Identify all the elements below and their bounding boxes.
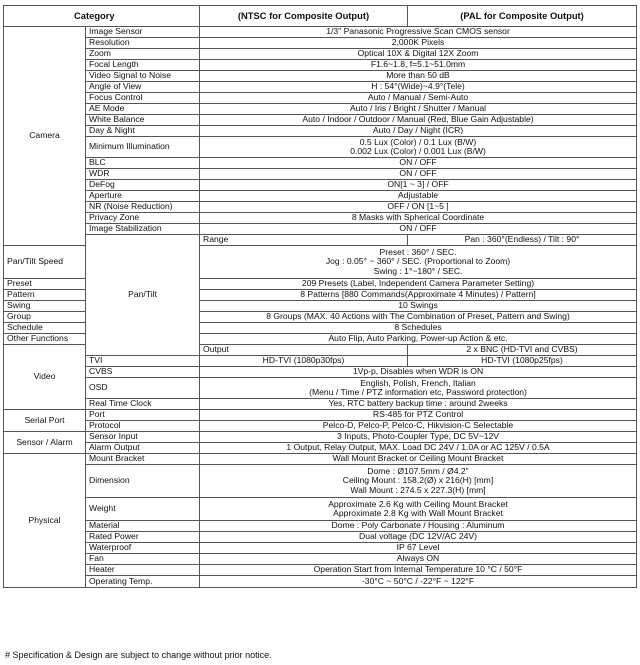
table-row xyxy=(4,82,637,93)
row-label: Operating Temp. xyxy=(86,576,200,588)
row-value: 2,000K Pixels xyxy=(200,38,637,49)
row-label: Video Signal to Noise xyxy=(86,71,200,82)
row-value-ntsc: HD-TVI (1080p30fps) xyxy=(200,356,408,367)
row-label: Angle of View xyxy=(86,82,200,93)
row-label: Protocol xyxy=(86,421,200,432)
row-value xyxy=(200,137,637,158)
table-row xyxy=(4,465,637,498)
table-row xyxy=(4,126,637,137)
value-line: Preset : 360° / SEC. xyxy=(379,246,457,257)
row-label: Preset xyxy=(4,279,86,290)
spec-table xyxy=(3,5,637,588)
table-row xyxy=(4,356,637,367)
row-value: F1.6~1.8, f=5.1~51.0mm xyxy=(200,60,637,71)
table-row xyxy=(4,432,637,443)
table-row xyxy=(4,213,637,224)
row-value xyxy=(200,465,637,498)
table-row xyxy=(4,71,637,82)
row-label: Sensor Input xyxy=(86,432,200,443)
row-label: Weight xyxy=(86,498,200,521)
table-row xyxy=(4,410,637,421)
row-label: Focal Length xyxy=(86,60,200,71)
row-value: Dual voltage (DC 12V/AC 24V) xyxy=(200,532,637,543)
row-value: 1/3" Panasonic Progressive Scan CMOS sensor xyxy=(200,27,637,38)
row-label: OSD xyxy=(86,378,200,399)
row-value: 8 Patterns [880 Commands(Approximate 4 Minutes) / Pattern] xyxy=(200,290,637,301)
row-label: Image Sensor xyxy=(86,27,200,38)
table-row xyxy=(4,93,637,104)
row-label: Output xyxy=(200,345,408,356)
value-line: Dome : Ø107.5mm / Ø4.2" xyxy=(367,465,469,476)
table-row xyxy=(4,180,637,191)
row-value: Dome : Poly Carbonate / Housing : Aluminum xyxy=(200,521,637,532)
value-line: 0.5 Lux (Color) / 0.1 Lux (B/W) xyxy=(359,136,477,147)
row-label: Alarm Output xyxy=(86,443,200,454)
table-row xyxy=(4,421,637,432)
value-line: Jog : 0.05° ~ 360° / SEC. (Proportional to Zoom) xyxy=(325,256,511,267)
table-row xyxy=(4,224,637,235)
row-label: Range xyxy=(200,235,408,246)
row-value: More than 50 dB xyxy=(200,71,637,82)
table-row xyxy=(4,532,637,543)
table-row xyxy=(4,60,637,71)
row-label: Resolution xyxy=(86,38,200,49)
table-row xyxy=(4,443,637,454)
row-label: AE Mode xyxy=(86,104,200,115)
row-label: Rated Power xyxy=(86,532,200,543)
row-value: ON / OFF xyxy=(200,158,637,169)
row-value: 10 Swings xyxy=(200,301,637,312)
row-value-pal: HD-TVI (1080p25fps) xyxy=(408,356,637,367)
row-value: -30°C ~ 50°C / -22°F ~ 122°F xyxy=(200,576,637,588)
table-row xyxy=(4,454,637,465)
row-value: Optical 10X & Digital 12X Zoom xyxy=(200,49,637,60)
table-row xyxy=(4,399,637,410)
row-label: Waterproof xyxy=(86,543,200,554)
row-value: Pelco-D, Pelco-P, Pelco-C, Hikvision-C Selectable xyxy=(200,421,637,432)
row-value: 8 Groups (MAX. 40 Actions with The Combination of Preset, Pattern and Swing) xyxy=(200,312,637,323)
table-row xyxy=(4,498,637,521)
table-row xyxy=(4,115,637,126)
value-line: Swing : 1°~180° / SEC. xyxy=(373,265,463,276)
row-value: RS-485 for PTZ Control xyxy=(200,410,637,421)
value-line: Approximate 2.6 Kg with Ceiling Mount Bracket xyxy=(328,498,508,509)
row-label: Schedule xyxy=(4,323,86,334)
row-value: IP 67 Level xyxy=(200,543,637,554)
table-row xyxy=(4,235,637,246)
row-value: ON[1 ~ 3] / OFF xyxy=(200,180,637,191)
row-value: 3 Inputs, Photo-Coupler Type, DC 5V~12V xyxy=(200,432,637,443)
value-line: Wall Mount : 274.5 x 227.3(H) [mm] xyxy=(350,484,486,495)
row-label: Real Time Clock xyxy=(86,399,200,410)
row-label: Port xyxy=(86,410,200,421)
row-label: BLC xyxy=(86,158,200,169)
table-row xyxy=(4,554,637,565)
row-value: Auto / Indoor / Outdoor / Manual (Red, Blue Gain Adjustable) xyxy=(200,115,637,126)
row-value xyxy=(200,378,637,399)
group-video: Video xyxy=(4,345,86,410)
row-label: Heater xyxy=(86,565,200,576)
row-label: Image Stabilization xyxy=(86,224,200,235)
row-label: Other Functions xyxy=(4,334,86,345)
row-label: Privacy Zone xyxy=(86,213,200,224)
row-value: 1Vp-p, Disables when WDR is ON xyxy=(200,367,637,378)
row-label: Dimension xyxy=(86,465,200,498)
row-value: ON / OFF xyxy=(200,169,637,180)
table-row xyxy=(4,576,637,588)
row-label: NR (Noise Reduction) xyxy=(86,202,200,213)
row-value: 209 Presets (Label, Independent Camera Parameter Setting) xyxy=(200,279,637,290)
row-label: Group xyxy=(4,312,86,323)
row-value: 2 x BNC (HD-TVI and CVBS) xyxy=(408,345,637,356)
table-row xyxy=(4,38,637,49)
row-label: Mount Bracket xyxy=(86,454,200,465)
table-row xyxy=(4,521,637,532)
table-row xyxy=(4,202,637,213)
table-row xyxy=(4,169,637,180)
value-line: (Menu / Time / PTZ information etc, Password protection) xyxy=(309,387,527,397)
row-label: Aperture xyxy=(86,191,200,202)
row-label: Swing xyxy=(4,301,86,312)
row-label: Minimum Illumination xyxy=(86,137,200,158)
row-value: Wall Mount Bracket or Ceiling Mount Bracket xyxy=(200,454,637,465)
group-sensor-alarm: Sensor / Alarm xyxy=(4,432,86,454)
row-value: Auto / Iris / Bright / Shutter / Manual xyxy=(200,104,637,115)
row-value: ON / OFF xyxy=(200,224,637,235)
row-label: White Balance xyxy=(86,115,200,126)
row-label: Day & Night xyxy=(86,126,200,137)
group-physical: Physical xyxy=(4,454,86,588)
row-value: H : 54°(Wide)~4.9°(Tele) xyxy=(200,82,637,93)
row-value: Auto Flip, Auto Parking, Power-up Action & etc. xyxy=(200,334,637,345)
row-label: Zoom xyxy=(86,49,200,60)
table-row xyxy=(4,378,637,399)
value-line: 0.002 Lux (Color) / 0.001 Lux (B/W) xyxy=(350,146,486,156)
row-label: WDR xyxy=(86,169,200,180)
row-value: OFF / ON [1~5 ] xyxy=(200,202,637,213)
row-value: Auto / Day / Night (ICR) xyxy=(200,126,637,137)
table-row xyxy=(4,565,637,576)
row-label: Pan/Tilt Speed xyxy=(4,246,86,279)
header-category: Category xyxy=(4,6,200,27)
table-row xyxy=(4,27,637,38)
row-value xyxy=(200,498,637,521)
row-label: DeFog xyxy=(86,180,200,191)
row-label: Fan xyxy=(86,554,200,565)
row-value: Always ON xyxy=(200,554,637,565)
row-label: Focus Control xyxy=(86,93,200,104)
value-line: Ceiling Mount : 158.2(Ø) x 216(H) [mm] xyxy=(342,475,494,486)
row-value: 8 Schedules xyxy=(200,323,637,334)
row-value: 8 Masks with Spherical Coordinate xyxy=(200,213,637,224)
row-label: CVBS xyxy=(86,367,200,378)
group-camera: Camera xyxy=(4,27,86,246)
row-value xyxy=(200,246,637,279)
header-row xyxy=(4,6,637,27)
row-label: Pattern xyxy=(4,290,86,301)
footnote: # Specification & Design are subject to change without prior notice. xyxy=(5,650,272,660)
table-row xyxy=(4,191,637,202)
row-value: Adjustable xyxy=(200,191,637,202)
table-row xyxy=(4,158,637,169)
header-ntsc: (NTSC for Composite Output) xyxy=(200,6,408,27)
header-pal: (PAL for Composite Output) xyxy=(408,6,637,27)
value-line: Approximate 2.8 Kg with Wall Mount Bracket xyxy=(333,508,503,518)
table-row xyxy=(4,367,637,378)
row-label: Material xyxy=(86,521,200,532)
table-row xyxy=(4,137,637,158)
row-value: Yes, RTC battery backup time : around 2weeks xyxy=(200,399,637,410)
table-row xyxy=(4,104,637,115)
row-label: TVI xyxy=(86,356,200,367)
group-pantilt: Pan/Tilt xyxy=(86,235,200,356)
value-line: English, Polish, French, Italian xyxy=(360,377,476,388)
row-value: Operation Start from Internal Temperature 10 °C / 50°F xyxy=(200,565,637,576)
table-row xyxy=(4,49,637,60)
row-value: Auto / Manual / Semi-Auto xyxy=(200,93,637,104)
row-value: 1 Output, Relay Output, MAX. Load DC 24V / 1.0A or AC 125V / 0.5A xyxy=(200,443,637,454)
row-value: Pan : 360°(Endless) / Tilt : 90° xyxy=(408,235,637,246)
group-serial: Serial Port xyxy=(4,410,86,432)
table-row xyxy=(4,543,637,554)
